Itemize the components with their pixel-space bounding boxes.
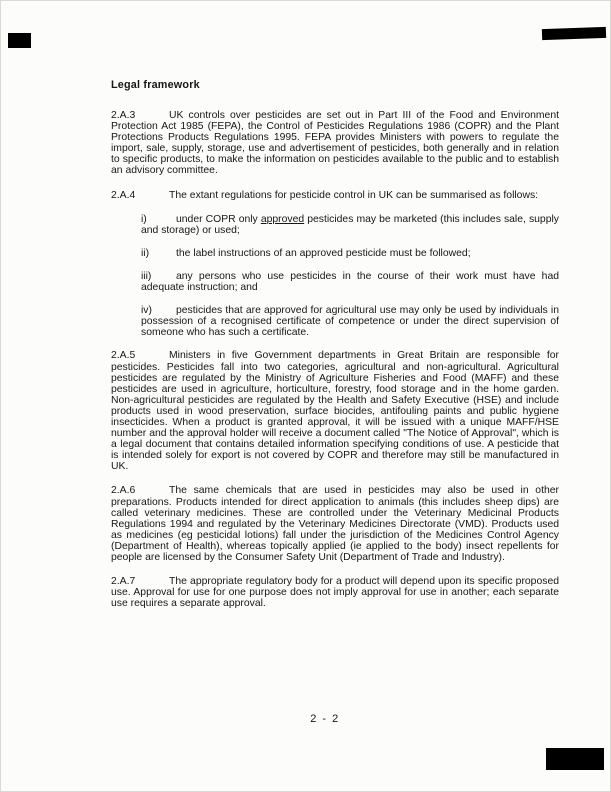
list-item-iv [141,305,559,338]
list-item-ii [141,248,559,259]
paragraph-2a7 [111,576,559,609]
list-item-text: the label instructions of an approved pesticide must be followed; [176,247,471,259]
paragraph-2a6 [111,485,559,563]
paragraph-text: The appropriate regulatory body for a product will depend upon its specific proposed use. Approval for use for one purpose does not imply approval for use in another; each separate use requires a separate approval. [111,576,559,610]
list-item-number: iv) [141,305,152,317]
underlined-word: approved [260,213,305,225]
list-item-text: under COPR only [176,213,261,225]
paragraph-number: 2.A.6 [111,485,136,497]
list-item-text: pesticides that are approved for agricultural use may only be used by individuals in possession of a recognised certificate of competence or under the direct supervision of someone who has such a certificate. [141,305,559,339]
paragraph-number: 2.A.5 [111,350,136,362]
paragraph-number: 2.A.4 [111,189,136,201]
paragraph-2a4 [111,190,559,201]
paragraph-number: 2.A.7 [111,576,136,588]
list-item-number: ii) [141,247,150,259]
list-item-text: any persons who use pesticides in the course of their work must have had adequate instruction; and [141,270,559,294]
paragraph-number: 2.A.3 [111,110,136,121]
list-item-i [141,214,559,236]
paragraph-2a3 [111,110,559,177]
paragraph-2a5 [111,350,559,472]
paragraph-text: UK controls over pesticides are set out in Part III of the Food and Environment Protection Act 1985 (FEPA), the Control of Pesticides Regulations 1986 (COPR) and the Plant Protections Products Regulations 1995. FEPA provides Ministers with powers to regulate the import, sale, supply, storage, use and advertisement of pesticides, both generally and in relation to specific products, to make the information on pesticides available to the public and to establish an advisory committee. [111,110,559,177]
paragraph-text: Ministers in five Government departments in Great Britain are responsible for pesticides. Pesticides fall into two categories, agricultural and non-agricultural. Agricultural pesticides are regulated by the Ministry of Agriculture Fisheries and Food (MAFF) and these pesticides are used in agriculture, horticulture, forestry, food storage and in the home garden. Non-agricultural pesticides are regulated by the Health and Safety Executive (HSE) and include products used in wood preservation, surface biocides, antifouling paints and public hygiene insecticides. When a product is granted approval, it will be issued with a unique MAFF/HSE number and the approval holder will receive a document called "The Notice of Approval", which is a legal document that contains detailed information specifying conditions of use. A pesticide that is intended solely for export is not covered by COPR and therefore may still be manufactured in UK. [111,350,559,473]
list-item-number: i) [141,213,147,225]
page-number: 2 - 2 [310,713,340,725]
paragraph-text: The extant regulations for pesticide control in UK can be summarised as follows: [169,189,539,201]
regulation-list [141,214,559,339]
section-heading: Legal framework [111,79,200,91]
list-item-iii [141,271,559,293]
list-item-text: pesticides may be marketed (this includes sale, supply and storage) or used; [141,213,559,236]
scan-artifact-top-right [542,27,606,40]
document-body [111,79,559,622]
scan-artifact-bottom-right [546,748,604,770]
list-item-number: iii) [141,270,152,282]
paragraph-text: The same chemicals that are used in pesticides may also be used in other preparations. Products intended for direct application to animals (this includes sheep dips) are called veterinary medicines. These are controlled under the Veterinary Medicinal Products Regulations 1994 and regulated by the Veterinary Medicines Directorate (VMD). Products used as medicines (eg pesticidal lotions) fall under the jurisdiction of the Medicines Control Agency (Department of Health), whereas topically applied (ie applied to the body) insect repellents for people are licensed by the Consumer Safety Unit (Department of Trade and Industry). [111,485,559,563]
scan-artifact-top-left [8,33,31,48]
